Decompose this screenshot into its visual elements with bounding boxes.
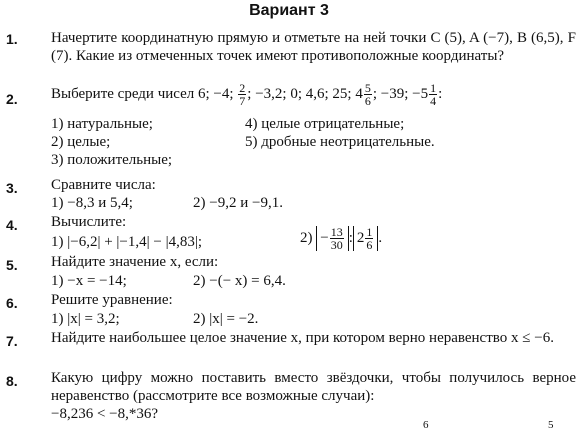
task-text: Найдите значение x, если: xyxy=(51,254,219,270)
subtask: 2) − $\frac{13}{30}$ : 2 $\frac{1}{6}$ . xyxy=(300,225,383,252)
task-text: Сравните числа: xyxy=(51,177,156,193)
cut-off-number: 6 xyxy=(423,419,429,431)
subtask: 1) |x| = 3,2; xyxy=(51,311,120,327)
task-text: Вычислите: xyxy=(51,214,127,230)
task-text: Выберите среди чисел 6; −4; $\frac{2}{7}$ ; −3,2; 0; 4,6; 25; 4 $\frac{5}{6}$ ; −39; −5 $\frac{1}{4}$ : xyxy=(51,81,443,108)
absolute-value: 2 $\frac{1}{6}$ xyxy=(353,226,379,251)
task-text: Начертите координатную прямую и отметьте на ней точки C (5), A (−7), B (6,5), F (7). Какие из отмеченных точек имеют противоположные координаты? xyxy=(51,30,576,64)
task-text: Найдите наибольшее целое значение x, при котором верно неравенство x ≤ −6. xyxy=(51,330,554,346)
task-number: 4. xyxy=(6,217,18,233)
task-number: 2. xyxy=(6,91,18,107)
subtask: 1) −x = −14; xyxy=(51,273,127,289)
inequality: −8,236 < −8,*36? xyxy=(51,406,159,422)
option: 2) целые; xyxy=(51,134,111,150)
subtask: 2) |x| = −2. xyxy=(193,311,259,327)
subtask: 1) −8,3 и 5,4; xyxy=(51,195,133,211)
task-number: 3. xyxy=(6,180,18,196)
task-number: 1. xyxy=(6,31,18,47)
option: 3) положительные; xyxy=(51,152,173,168)
task-number: 6. xyxy=(6,295,18,311)
absolute-value: − $\frac{13}{30}$ xyxy=(316,226,348,251)
subtask: 2) −(− x) = 6,4. xyxy=(193,273,286,289)
cut-off-number: 5 xyxy=(548,419,554,431)
subtask: 2) −9,2 и −9,1. xyxy=(193,195,283,211)
option: 1) натуральные; xyxy=(51,116,153,132)
option: 4) целые отрицательные; xyxy=(245,116,405,132)
task-number: 8. xyxy=(6,373,18,389)
numbers-list: ; −3,2; 0; 4,6; 25; 4 xyxy=(247,85,363,102)
fraction: $\frac{2}{7}$ xyxy=(239,81,246,108)
option: 5) дробные неотрицательные. xyxy=(245,134,435,150)
task-number: 7. xyxy=(6,333,18,349)
task-text: Решите уравнение: xyxy=(51,292,173,308)
page-title: Вариант 3 xyxy=(249,2,329,19)
fraction: $\frac{1}{4}$ xyxy=(430,81,437,108)
task-text: Какую цифру можно поставить вместо звёздочки, чтобы получилось верное неравенство (рассмотрите все возможные случаи): xyxy=(51,370,576,404)
fraction: $\frac{5}{6}$ xyxy=(364,81,371,108)
task-intro: Выберите среди чисел 6; −4; xyxy=(51,85,234,102)
task-number: 5. xyxy=(6,257,18,273)
numbers-list: ; −39; −5 xyxy=(372,85,429,102)
subtask: 1) |−6,2| + |−1,4| − |4,83|; xyxy=(51,234,203,250)
